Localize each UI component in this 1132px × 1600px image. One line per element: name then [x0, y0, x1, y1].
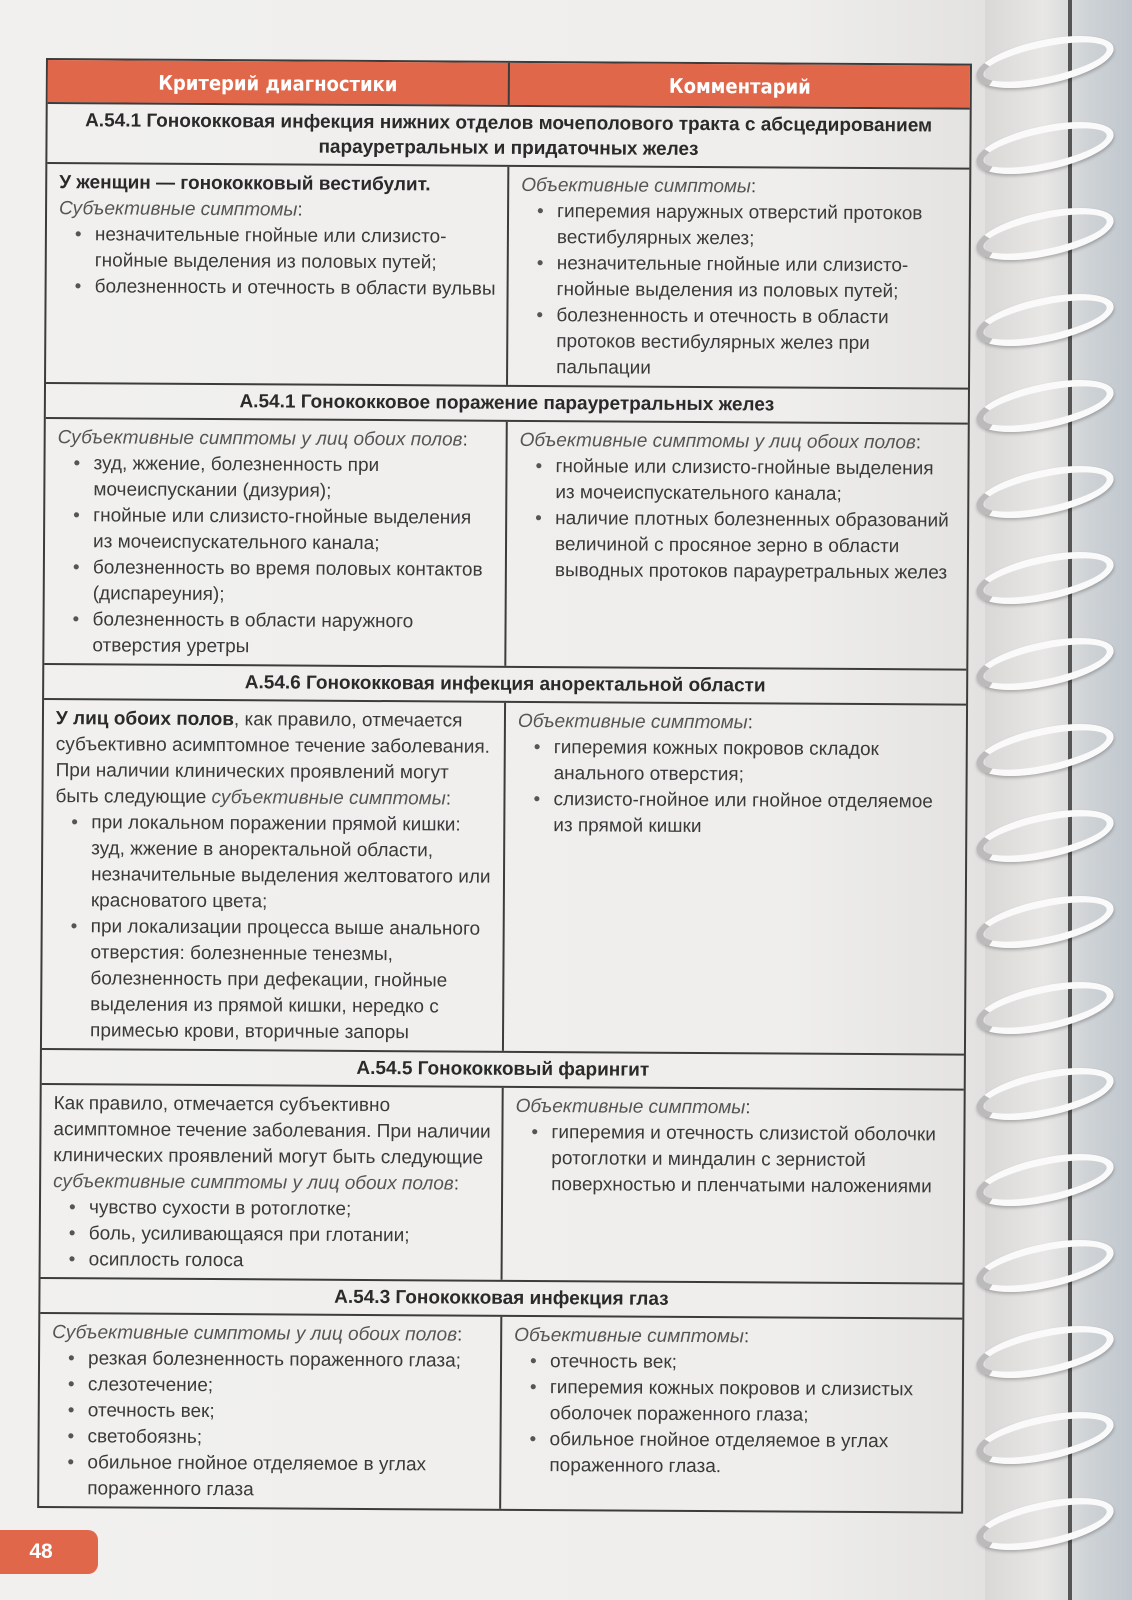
objective-symptoms-label: Объективные симптомы: [517, 710, 748, 734]
objective-symptoms-label: Объективные симптомы: [514, 1324, 744, 1348]
lead-bold: У женщин — гонококковый вестибулит.: [59, 172, 431, 196]
subjective-symptoms-label: субъективные симптомы у лиц обоих полов: [53, 1171, 454, 1195]
objective-symptoms-label: Объективные симптомы у лиц обоих полов: [519, 429, 916, 454]
section-row: [42, 698, 966, 1054]
list-item: • при локализации процесса выше анального отверстия: болезненные тенезмы, болезненность при дефекации, гнойные выделения из прямой кишки, нередко с примесью крови, вторичные запоры: [68, 914, 493, 1047]
comment-intro: Объективные симптомы:: [514, 1324, 750, 1348]
list-item: • наличие плотных болезненных образований величиной с просяное зерно в области выводных протоков парауретральных желез: [533, 506, 957, 587]
list-item: • гиперемия кожных покровов и слизистых оболочек пораженного глаза;: [528, 1375, 952, 1430]
list-item: • при локальном поражении прямой кишки: зуд, жжение в аноректальной области, незначительные выделения желтоватого или красноватого цвета;: [69, 810, 494, 917]
criteria-cell: [41, 1085, 504, 1280]
lead-text: , как правило, отмечается субъективно асимптомное течение заболевания. При наличии клинических проявлений могут быть следующие: [55, 709, 491, 809]
symptom-list: [513, 1349, 952, 1482]
list-item: • гиперемия наружных отверстий протоков вестибулярных желез;: [535, 199, 959, 254]
list-item: • резкая болезненность пораженного глаза;: [66, 1346, 490, 1375]
lead-text: Как правило, отмечается субъективно асимптомное течение заболевания. При наличии клинических проявлений могут быть следующие: [53, 1093, 491, 1169]
comment-intro: Объективные симптомы у лиц обоих полов:: [519, 429, 922, 454]
symptom-list: [519, 454, 958, 587]
comment-cell: [501, 1317, 962, 1512]
list-item: • обильное гнойное отделяемое в углах пораженного глаза: [65, 1450, 489, 1505]
section-title: А.54.6 Гонококковая инфекция аноректальной области: [44, 663, 966, 704]
criteria-cell: [39, 1314, 502, 1509]
comment-cell: [504, 703, 966, 1054]
list-item: • осиплость голоса: [67, 1247, 491, 1276]
subjective-symptoms-label: Субъективные симптомы: [59, 198, 298, 221]
list-item: • слизисто-гнойное или гнойное отделяемое из прямой кишки: [531, 787, 955, 842]
symptom-list: [53, 1195, 491, 1276]
section-title: А.54.3 Гонококковая инфекция глаз: [40, 1277, 962, 1318]
list-item: • незначительные гнойные или слизисто-гнойные выделения из половых путей;: [535, 251, 959, 306]
subjective-symptoms-label: субъективные симптомы: [211, 787, 446, 810]
symptom-list: [515, 1120, 953, 1201]
list-item: • слезотечение;: [66, 1372, 490, 1401]
objective-symptoms-label: Объективные симптомы: [515, 1095, 746, 1119]
symptom-list: [520, 199, 959, 384]
section-title: А.54.5 Гонококковый фарингит: [42, 1048, 964, 1089]
list-item: • гиперемия и отечность слизистой оболочки ротоглотки и миндалин с зернистой поверхностью и пленчатыми наложениями: [529, 1120, 953, 1201]
list-item: • зуд, жжение, болезненность при мочеиспускании (дизурия);: [71, 451, 495, 506]
comment-intro: Объективные симптомы:: [517, 710, 754, 734]
criteria-intro: У женщин — гонококковый вестибулит. Субъективные симптомы:: [59, 172, 431, 221]
section-title: А.54.1 Гонококковое поражение парауретральных желез: [46, 382, 968, 423]
comment-intro: Объективные симптомы:: [515, 1095, 751, 1119]
section-row: [46, 162, 969, 388]
criteria-cell: [44, 419, 507, 666]
header-criteria: Критерий диагностики: [48, 60, 510, 105]
list-item: • незначительные гнойные или слизисто-гнойные выделения из половых путей;: [73, 222, 497, 277]
criteria-cell: [46, 164, 509, 385]
list-item: • болезненность и отечность в области вульвы: [73, 274, 497, 303]
list-item: • чувство сухости в ротоглотке;: [67, 1195, 491, 1224]
list-item: • боль, усиливающаяся при глотании;: [67, 1221, 491, 1250]
criteria-intro: Субъективные симптомы у лиц обоих полов:: [52, 1322, 463, 1346]
symptom-list: [56, 451, 495, 662]
objective-symptoms-label: Объективные симптомы: [521, 174, 752, 198]
list-item: • болезненность во время половых контактов (диспареуния);: [71, 555, 495, 610]
comment-cell: [508, 167, 969, 388]
symptom-list: [54, 810, 493, 1047]
criteria-cell: [42, 700, 506, 1051]
criteria-intro: Субъективные симптомы у лиц обоих полов:: [57, 427, 468, 451]
comment-cell: [503, 1088, 964, 1283]
diagnostic-criteria-table: [37, 58, 972, 1514]
comment-cell: [506, 422, 967, 669]
criteria-intro: У лиц обоих полов, как правило, отмечается субъективно асимптомное течение заболевания. При наличии клинических проявлений могут быть следующие субъективные симптомы:: [55, 708, 491, 810]
symptom-list: [517, 735, 956, 842]
page-number: 48: [0, 1530, 98, 1574]
list-item: • обильное гнойное отделяемое в углах пораженного глаза.: [527, 1427, 951, 1482]
criteria-intro: Как правило, отмечается субъективно асимптомное течение заболевания. При наличии клинических проявлений могут быть следующие субъективные симптомы у лиц обоих полов:: [53, 1093, 491, 1195]
section-row: [44, 417, 967, 669]
list-item: • отечность век;: [66, 1398, 490, 1427]
lead-bold: У лиц обоих полов: [55, 708, 235, 731]
list-item: • болезненность в области наружного отверстия уретры: [70, 607, 494, 662]
section-row: [39, 1312, 962, 1512]
list-item: • болезненность и отечность в области протоков вестибулярных желез при пальпации: [534, 303, 958, 384]
list-item: • гнойные или слизисто-гнойные выделения из мочеиспускательного канала;: [533, 454, 957, 509]
section-row: [41, 1083, 964, 1283]
symptom-list: [51, 1346, 490, 1505]
list-item: • гнойные или слизисто-гнойные выделения из мочеиспускательного канала;: [71, 503, 495, 558]
subjective-symptoms-label: Субъективные симптомы у лиц обоих полов: [52, 1322, 458, 1346]
section-title: А.54.1 Гонококковая инфекция нижних отделов мочеполового тракта с абсцедированием парауретральных и придаточных желез: [47, 102, 969, 168]
comment-intro: Объективные симптомы:: [521, 174, 757, 198]
subjective-symptoms-label: Субъективные симптомы у лиц обоих полов: [57, 427, 463, 451]
list-item: • гиперемия кожных покровов складок анального отверстия;: [532, 735, 956, 790]
list-item: • отечность век;: [528, 1349, 952, 1378]
table-header: [48, 60, 970, 108]
list-item: • светобоязнь;: [65, 1424, 489, 1453]
header-comment: Комментарий: [668, 73, 811, 99]
symptom-list: [59, 222, 497, 303]
